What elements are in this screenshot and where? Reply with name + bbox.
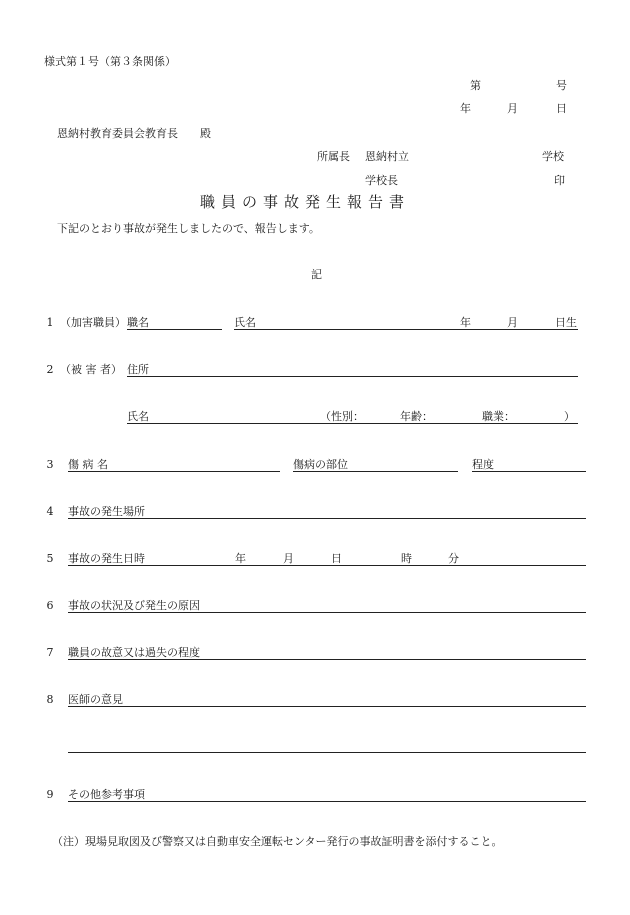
footnote: （注）現場見取図及び警察又は自動車安全運転センター発行の事故証明書を添付すること。 bbox=[52, 835, 503, 848]
item-5-hour-label: 時 bbox=[401, 552, 412, 565]
item-6-label: 事故の状況及び発生の原因 bbox=[68, 599, 200, 612]
school-label: 学校 bbox=[542, 150, 564, 163]
item-2-address-field[interactable] bbox=[127, 376, 578, 377]
intro-text: 下記のとおり事故が発生しましたので、報告します。 bbox=[57, 222, 320, 235]
item-3-part-field[interactable] bbox=[293, 471, 458, 472]
item-7-field[interactable] bbox=[68, 659, 586, 660]
seal-mark: 印 bbox=[554, 174, 565, 187]
item-3-part-label: 傷病の部位 bbox=[293, 458, 348, 471]
item-9-number: 9 bbox=[46, 788, 54, 801]
item-3-label: 傷 病 名 bbox=[68, 458, 108, 471]
item-4-number: 4 bbox=[46, 505, 54, 518]
item-1-name-field[interactable] bbox=[234, 329, 578, 330]
item-1-birth-month: 月 bbox=[507, 316, 518, 329]
item-6-number: 6 bbox=[46, 599, 54, 612]
item-3-injury-field[interactable] bbox=[68, 471, 280, 472]
principal-label: 学校長 bbox=[365, 174, 398, 187]
date-year-label: 年 bbox=[460, 102, 471, 115]
item-5-year-label: 年 bbox=[235, 552, 246, 565]
item-8-field-continuation[interactable] bbox=[68, 752, 586, 753]
ki-heading: 記 bbox=[311, 268, 322, 281]
item-2-name-label: 氏名 bbox=[127, 410, 149, 423]
addressee: 恩納村教育委員会教育長 殿 bbox=[57, 127, 211, 140]
document-number-suffix: 号 bbox=[556, 79, 567, 92]
item-2-close-paren: ） bbox=[564, 410, 575, 423]
item-2-label: （被 害 者） bbox=[60, 363, 122, 376]
item-5-day-label: 日 bbox=[331, 552, 342, 565]
item-4-label: 事故の発生場所 bbox=[68, 505, 145, 518]
item-2-number: 2 bbox=[46, 363, 54, 376]
item-2-age-label: 年齢： bbox=[400, 410, 433, 423]
item-5-minute-label: 分 bbox=[448, 552, 459, 565]
document-number-prefix: 第 bbox=[470, 79, 481, 92]
item-9-field[interactable] bbox=[68, 801, 586, 802]
item-3-degree-field[interactable] bbox=[472, 471, 586, 472]
item-8-number: 8 bbox=[46, 693, 54, 706]
item-7-label: 職員の故意又は過失の程度 bbox=[68, 646, 200, 659]
item-1-job-field[interactable] bbox=[127, 329, 222, 330]
item-6-field[interactable] bbox=[68, 612, 586, 613]
item-8-label: 医師の意見 bbox=[68, 693, 123, 706]
document-title: 職員の事故発生報告書 bbox=[200, 193, 411, 211]
item-2-gender-label: （性別： bbox=[320, 410, 364, 423]
item-1-name-label: 氏名 bbox=[234, 316, 256, 329]
item-2-address-label: 住所 bbox=[127, 363, 149, 376]
item-3-degree-label: 程度 bbox=[472, 458, 494, 471]
affiliation-value: 恩納村立 bbox=[365, 150, 409, 163]
item-5-number: 5 bbox=[46, 552, 54, 565]
item-2-occupation-label: 職業： bbox=[482, 410, 515, 423]
item-1-job-label: 職名 bbox=[127, 316, 149, 329]
item-7-number: 7 bbox=[46, 646, 54, 659]
item-5-field[interactable] bbox=[68, 565, 586, 566]
item-9-label: その他参考事項 bbox=[68, 788, 145, 801]
item-3-number: 3 bbox=[46, 458, 54, 471]
item-1-number: 1 bbox=[46, 316, 54, 329]
item-5-month-label: 月 bbox=[283, 552, 294, 565]
item-1-birth-year: 年 bbox=[460, 316, 471, 329]
item-1-birth-day: 日生 bbox=[555, 316, 577, 329]
date-month-label: 月 bbox=[507, 102, 518, 115]
affiliation-label: 所属長 bbox=[317, 150, 350, 163]
item-8-field[interactable] bbox=[68, 706, 586, 707]
item-5-label: 事故の発生日時 bbox=[68, 552, 145, 565]
item-1-label: （加害職員） bbox=[60, 316, 126, 329]
item-4-field[interactable] bbox=[68, 518, 586, 519]
form-reference: 様式第１号（第３条関係） bbox=[44, 55, 176, 68]
date-day-label: 日 bbox=[556, 102, 567, 115]
